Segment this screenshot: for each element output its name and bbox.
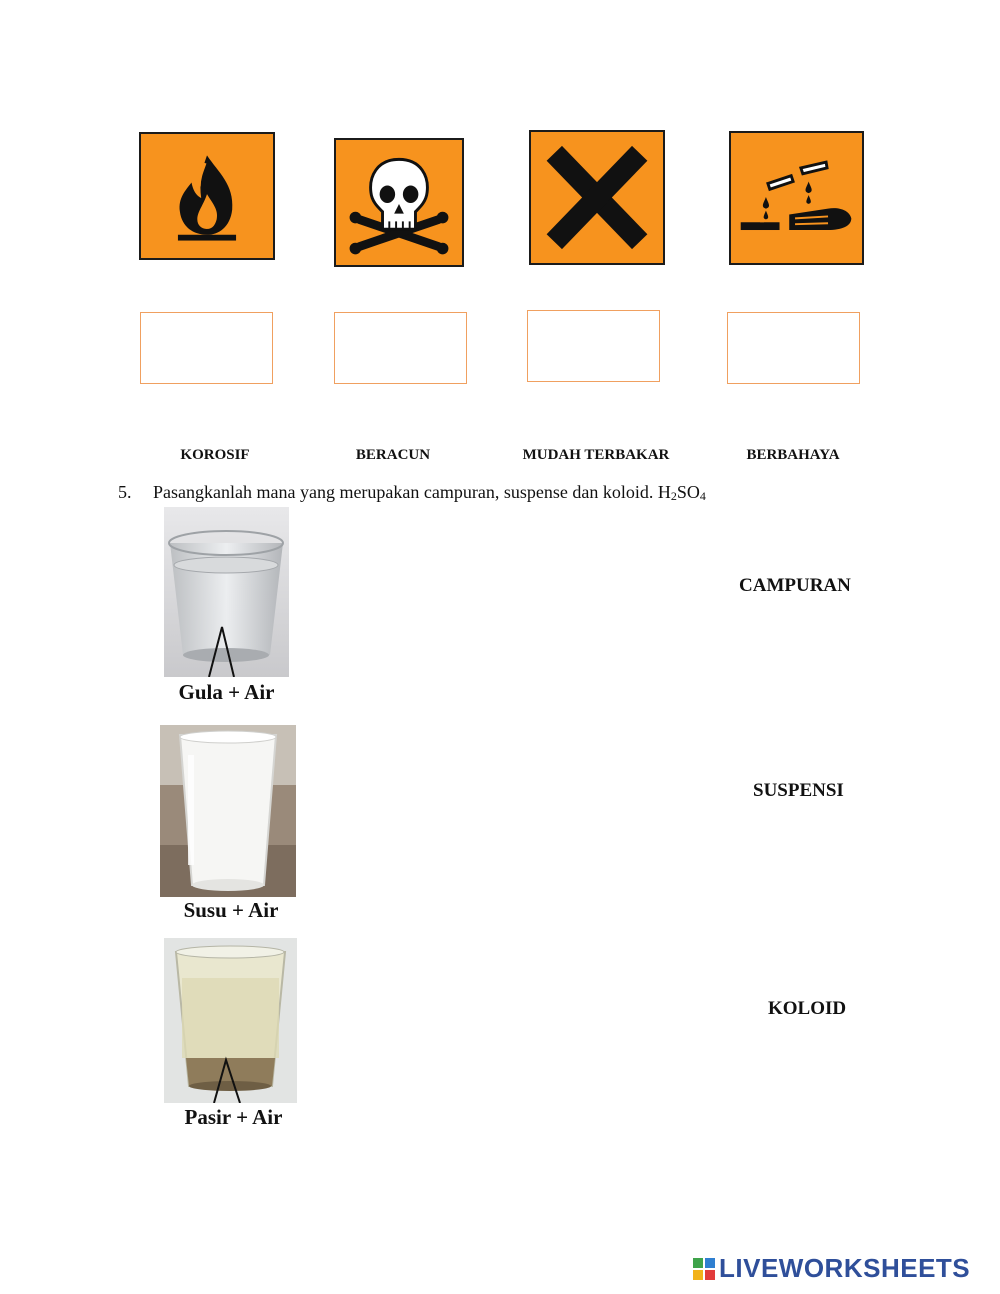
option-beracun[interactable]: BERACUN [355, 447, 431, 463]
brand-name: LIVEWORKSHEETS [719, 1253, 971, 1283]
option-berbahaya[interactable]: BERBAHAYA [746, 447, 840, 463]
toxic-symbol [334, 138, 464, 267]
option-korosif[interactable]: KOROSIF [180, 447, 250, 463]
question-sub-1: 2 [670, 489, 677, 503]
target-koloid[interactable]: KOLOID [768, 998, 847, 1019]
mixture-caption-gula-air: Gula + Air [178, 680, 275, 704]
harmful-symbol [529, 130, 665, 265]
target-suspensi[interactable]: SUSPENSI [753, 780, 844, 801]
answer-box-4[interactable] [727, 312, 860, 384]
question-mid-text: SO [676, 482, 700, 502]
toxic-skull-icon [336, 140, 462, 265]
glass-clear-water-photo [164, 507, 289, 677]
harmful-x-icon [531, 132, 663, 263]
option-mudah-terbakar[interactable]: MUDAH TERBAKAR [522, 447, 670, 463]
mixture-photo-gula-air[interactable] [164, 507, 289, 677]
corrosive-symbol [729, 131, 864, 265]
question-main-text: Pasangkanlah mana yang merupakan campuran, suspense dan koloid. H [153, 482, 671, 502]
flammable-symbol [139, 132, 275, 260]
glass-sandy-water-photo [164, 938, 297, 1103]
flammable-flame-icon [141, 134, 273, 258]
glass-milk-photo [160, 725, 296, 897]
question-number: 5. [118, 482, 132, 502]
question-text [153, 482, 706, 504]
mixture-photo-pasir-air[interactable] [164, 938, 297, 1103]
liveworksheets-logo-icon [693, 1258, 715, 1280]
mixture-caption-susu-air: Susu + Air [183, 898, 279, 922]
answer-box-1[interactable] [140, 312, 273, 384]
mixture-photo-susu-air[interactable] [160, 725, 296, 897]
corrosive-icon [731, 133, 862, 263]
mixture-caption-pasir-air: Pasir + Air [184, 1105, 283, 1129]
brand-footer [693, 1253, 970, 1284]
question-sub-2: 4 [699, 489, 706, 503]
target-campuran[interactable]: CAMPURAN [739, 575, 851, 596]
answer-box-2[interactable] [334, 312, 467, 384]
answer-box-3[interactable] [527, 310, 660, 382]
